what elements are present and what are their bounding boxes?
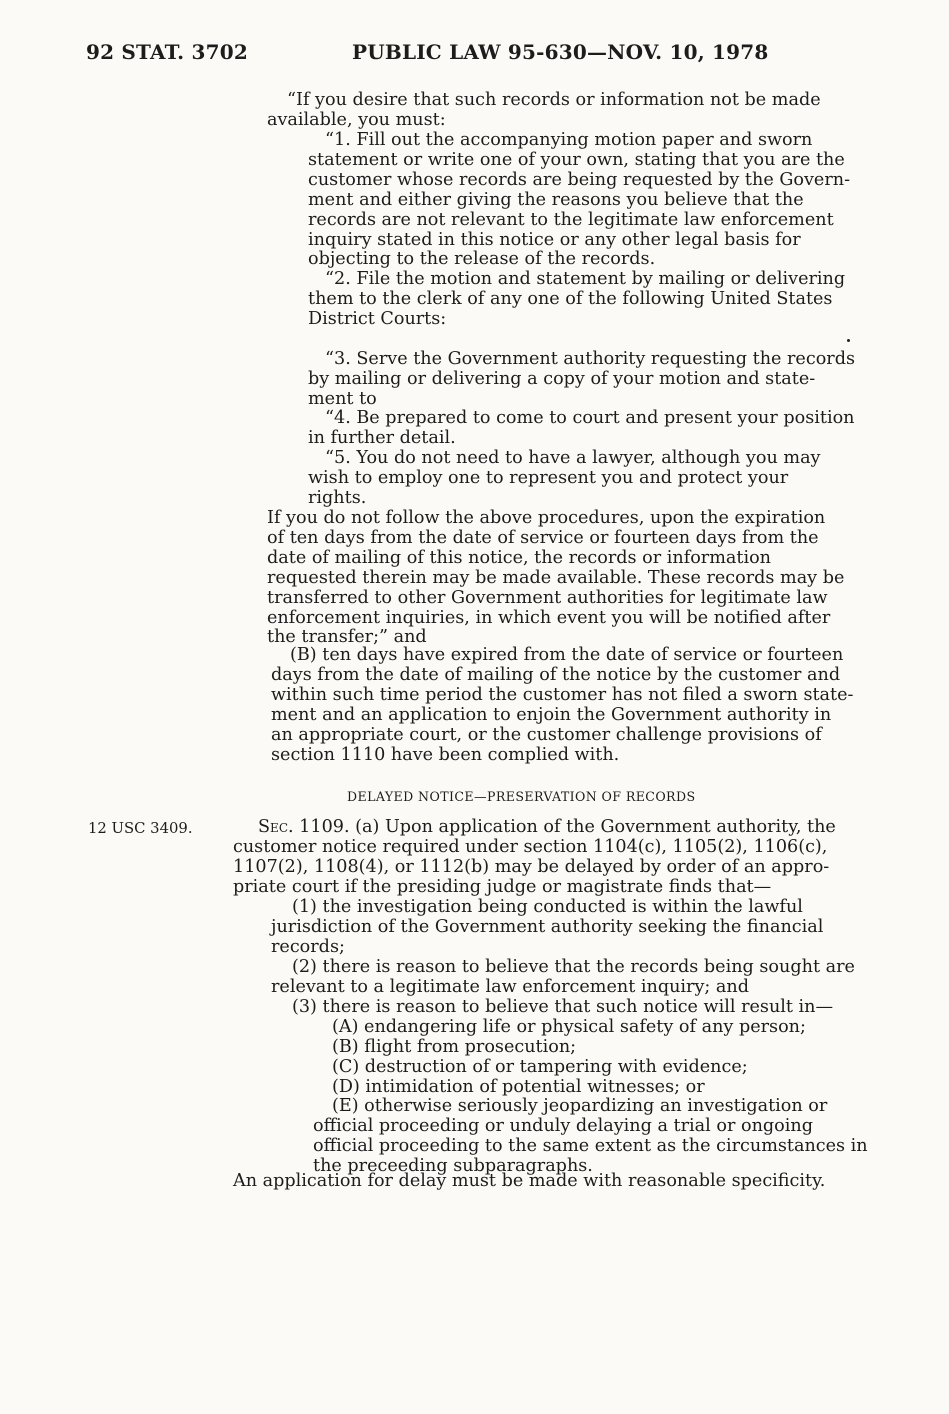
stray-dot-mark [847, 339, 850, 342]
subparagraph-b: (B) flight from prosecution; [332, 1036, 577, 1057]
subparagraph-d: (D) intimidation of potential witnesses; or [332, 1076, 705, 1097]
notice-step-3: “3. Serve the Government authority requesting the records by mailing or delivering a copy of your motion and state- ment to [308, 349, 855, 409]
page-title: PUBLIC LAW 95-630—NOV. 10, 1978 [352, 40, 769, 64]
notice-step-4: “4. Be prepared to come to court and present your position in further detail. [308, 408, 855, 448]
section-1109-paragraph: Sec. 1109. (a) Upon application of the Government authority, the customer notice required under section 1104(c), 1105(2), 1106(c), 1107(2), 1108(4), or 1112(b) may be delayed by order of an appro- priate court if the presiding judge or magistrate finds that— [233, 817, 836, 897]
section-heading: DELAYED NOTICE—PRESERVATION OF RECORDS [347, 789, 696, 804]
section-1109-item-3: (3) there is reason to believe that such notice will result in— (A) endangering life or physical safety of any person; (B) flight from prosecution; (C) destruction of or tampering with evidence; (D) intimidation of potential witnesses; or [0, 998, 949, 1098]
notice-step-5: “5. You do not need to have a lawyer, although you may wish to employ one to represent you and protect your rights. [308, 448, 821, 508]
subparagraph-e: (E) otherwise seriously jeopardizing an investigation or official proceeding or unduly delaying a trial or ongoing official proceeding to the same extent as the circumstances in the preceeding subparagraphs. [313, 1096, 868, 1176]
section-1109-item-2: (2) there is reason to believe that the records being sought are relevant to a legitimate law enforcement inquiry; and [271, 957, 855, 997]
subparagraph-c: (C) destruction of or tampering with evidence; [332, 1056, 748, 1077]
margin-citation: 12 USC 3409. [88, 820, 193, 837]
notice-step-2: “2. File the motion and statement by mailing or delivering them to the clerk of any one of the following United States District Courts: [308, 269, 846, 329]
section-1109-final-sentence: An application for delay must be made with reasonable specificity. [233, 1171, 826, 1191]
notice-step-1: “1. Fill out the accompanying motion paper and sworn statement or write one of your own, stating that you are the customer whose records are being requested by the Govern- ment and either giving the reasons you believe that the records are not relevant to the legitimate law enforcement inquiry stated in this notice or any other legal basis for objecting to the release of the records. [308, 130, 851, 270]
subparagraph-a: (A) endangering life or physical safety of any person; [332, 1016, 806, 1037]
section-label: Sec. [258, 817, 294, 837]
notice-intro: “If you desire that such records or information not be made available, you must: [267, 90, 821, 130]
page-stat-number: 92 STAT. 3702 [86, 40, 248, 64]
notice-closing-paragraph: If you do not follow the above procedures, upon the expiration of ten days from the date of service or fourteen days from the date of mailing of this notice, the records or information requested therein may be made available. These records may be transferred to other Government authorities for legitimate law enforcement inquiries, in which event you will be notified after the transfer;” and [267, 508, 845, 648]
clause-b: (B) ten days have expired from the date of service or fourteen days from the date of mailing of the notice by the customer and within such time period the customer has not filed a sworn state- ment and an application to enjoin the Government authority in an appropriate court, or the customer challenge provisions of section 1110 have been complied with. [271, 645, 854, 765]
section-1109-item-1: (1) the investigation being conducted is within the lawful jurisdiction of the Government authority seeking the financial records; [271, 897, 824, 957]
